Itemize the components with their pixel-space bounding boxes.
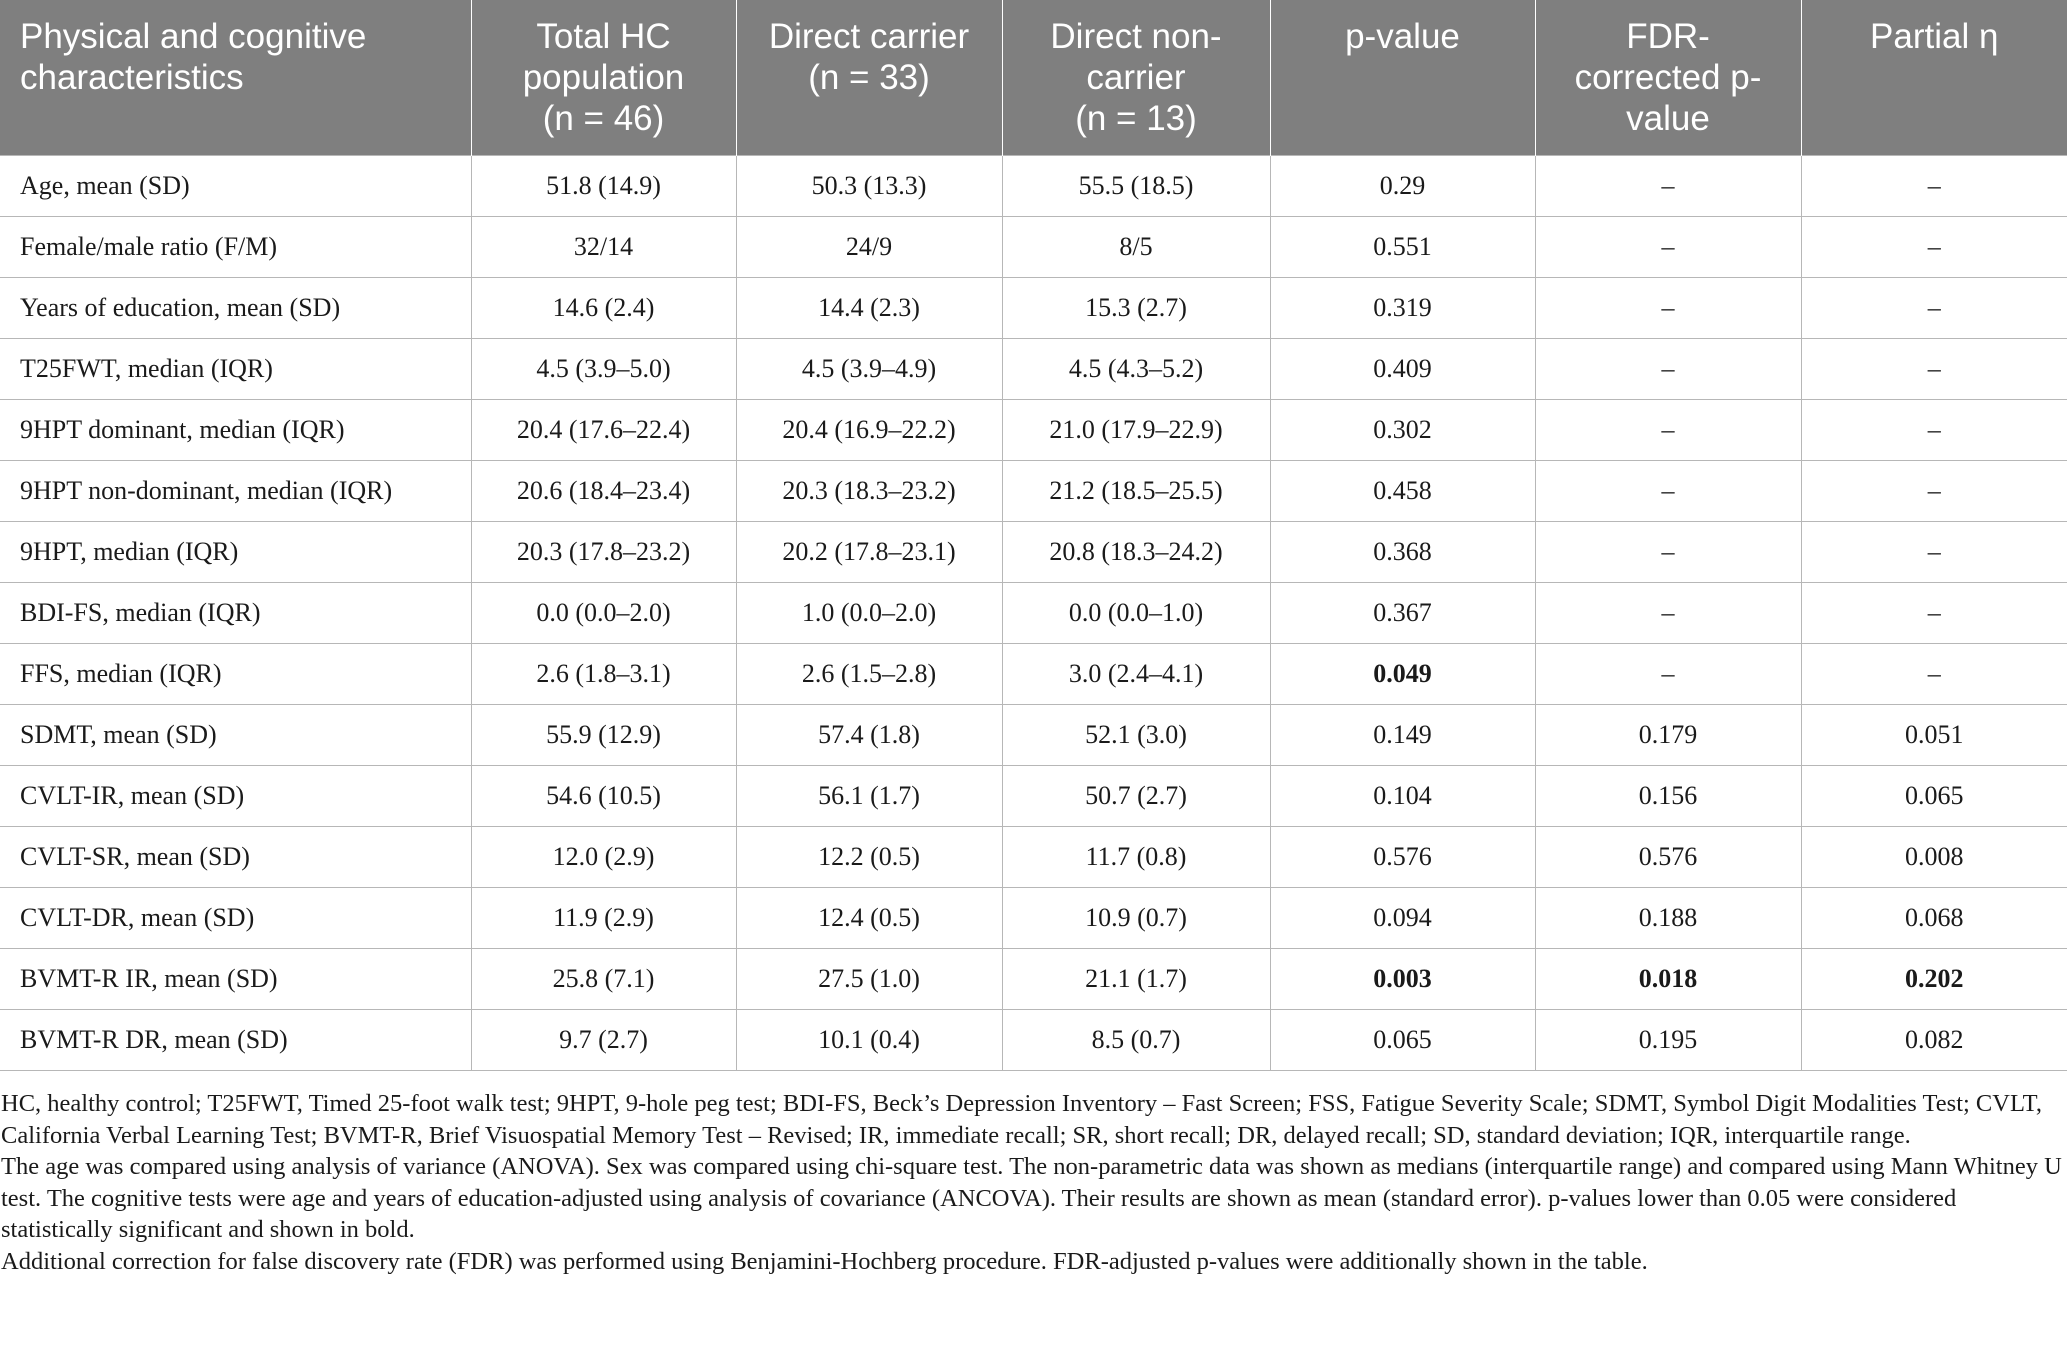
header-row: [0, 0, 2067, 155]
cell-carrier: 12.2 (0.5): [736, 826, 1002, 887]
cell-total: 32/14: [471, 216, 736, 277]
cell-total: 14.6 (2.4): [471, 277, 736, 338]
row-label: SDMT, mean (SD): [0, 704, 471, 765]
header-fdr: FDR-corrected p-value: [1535, 0, 1801, 155]
cell-total: 4.5 (3.9–5.0): [471, 338, 736, 399]
row-label: Female/male ratio (F/M): [0, 216, 471, 277]
header-partial-eta: Partial η: [1801, 0, 2067, 155]
header-noncarrier-n: (n = 13): [1075, 99, 1197, 138]
cell-eta: 0.065: [1801, 765, 2067, 826]
cell-carrier: 27.5 (1.0): [736, 948, 1002, 1009]
cell-eta: 0.051: [1801, 704, 2067, 765]
cell-noncarrier: 55.5 (18.5): [1002, 155, 1270, 216]
row-label: 9HPT non-dominant, median (IQR): [0, 460, 471, 521]
header-noncarrier: [1002, 0, 1270, 155]
cell-carrier: 50.3 (13.3): [736, 155, 1002, 216]
table-row: [0, 643, 2067, 704]
cell-eta: –: [1801, 460, 2067, 521]
header-pvalue: p-value: [1270, 0, 1535, 155]
cell-total: 9.7 (2.7): [471, 1009, 736, 1070]
table-row: [0, 826, 2067, 887]
cell-noncarrier: 21.0 (17.9–22.9): [1002, 399, 1270, 460]
cell-carrier: 2.6 (1.5–2.8): [736, 643, 1002, 704]
table-row: [0, 704, 2067, 765]
header-characteristics: Physical and cognitive characteristics: [0, 0, 471, 155]
row-label: BDI-FS, median (IQR): [0, 582, 471, 643]
cell-eta: –: [1801, 521, 2067, 582]
table-row: [0, 1009, 2067, 1070]
cell-pvalue: 0.409: [1270, 338, 1535, 399]
cell-total: 55.9 (12.9): [471, 704, 736, 765]
cell-noncarrier: 4.5 (4.3–5.2): [1002, 338, 1270, 399]
cell-carrier: 10.1 (0.4): [736, 1009, 1002, 1070]
cell-eta: 0.068: [1801, 887, 2067, 948]
header-total-hc-n: (n = 46): [542, 99, 665, 138]
cell-pvalue: 0.049: [1270, 643, 1535, 704]
header-total-hc: [471, 0, 736, 155]
cell-carrier: 20.3 (18.3–23.2): [736, 460, 1002, 521]
cell-pvalue: 0.149: [1270, 704, 1535, 765]
cell-pvalue: 0.104: [1270, 765, 1535, 826]
header-total-hc-label: Total HC population: [522, 17, 685, 97]
cell-pvalue: 0.094: [1270, 887, 1535, 948]
table-row: [0, 277, 2067, 338]
table-row: [0, 948, 2067, 1009]
cell-eta: –: [1801, 216, 2067, 277]
cell-carrier: 56.1 (1.7): [736, 765, 1002, 826]
cell-pvalue: 0.367: [1270, 582, 1535, 643]
cell-fdr: 0.576: [1535, 826, 1801, 887]
row-label: BVMT-R DR, mean (SD): [0, 1009, 471, 1070]
cell-noncarrier: 21.1 (1.7): [1002, 948, 1270, 1009]
cell-total: 51.8 (14.9): [471, 155, 736, 216]
row-label: Age, mean (SD): [0, 155, 471, 216]
table-footnotes: [0, 1088, 2067, 1277]
cell-noncarrier: 0.0 (0.0–1.0): [1002, 582, 1270, 643]
row-label: CVLT-IR, mean (SD): [0, 765, 471, 826]
cell-eta: –: [1801, 643, 2067, 704]
row-label: CVLT-SR, mean (SD): [0, 826, 471, 887]
table-row: [0, 399, 2067, 460]
cell-eta: –: [1801, 582, 2067, 643]
table-row: [0, 582, 2067, 643]
cell-fdr: –: [1535, 582, 1801, 643]
cell-carrier: 12.4 (0.5): [736, 887, 1002, 948]
cell-noncarrier: 50.7 (2.7): [1002, 765, 1270, 826]
header-noncarrier-label: Direct non-carrier: [1050, 17, 1222, 97]
row-label: BVMT-R IR, mean (SD): [0, 948, 471, 1009]
header-carrier-label: Direct carrier: [768, 17, 970, 56]
footnote-abbreviations: HC, healthy control; T25FWT, Timed 25-foot walk test; 9HPT, 9-hole peg test; BDI-FS, Beck’s Depression Inventory – Fast Screen; FSS, Fatigue Severity Scale; SDMT, Symbol Digit Modalities Test; CVLT, California Verbal Learning Test; BVMT-R, Brief Visuospatial Memory Test – Revised; IR, immediate recall; SR, short recall; DR, delayed recall; SD, standard deviation; IQR, interquartile range.: [1, 1090, 2042, 1149]
cell-fdr: –: [1535, 399, 1801, 460]
table-row: [0, 765, 2067, 826]
cell-pvalue: 0.576: [1270, 826, 1535, 887]
cell-fdr: 0.188: [1535, 887, 1801, 948]
cell-total: 11.9 (2.9): [471, 887, 736, 948]
row-label: 9HPT, median (IQR): [0, 521, 471, 582]
cell-pvalue: 0.065: [1270, 1009, 1535, 1070]
header-carrier: [736, 0, 1002, 155]
row-label: Years of education, mean (SD): [0, 277, 471, 338]
table-row: [0, 521, 2067, 582]
cell-total: 20.3 (17.8–23.2): [471, 521, 736, 582]
cell-noncarrier: 8.5 (0.7): [1002, 1009, 1270, 1070]
cell-carrier: 20.2 (17.8–23.1): [736, 521, 1002, 582]
cell-pvalue: 0.319: [1270, 277, 1535, 338]
cell-fdr: –: [1535, 277, 1801, 338]
cell-pvalue: 0.302: [1270, 399, 1535, 460]
cell-fdr: –: [1535, 216, 1801, 277]
cell-noncarrier: 8/5: [1002, 216, 1270, 277]
cell-pvalue: 0.458: [1270, 460, 1535, 521]
cell-pvalue: 0.29: [1270, 155, 1535, 216]
cell-total: 54.6 (10.5): [471, 765, 736, 826]
cell-noncarrier: 10.9 (0.7): [1002, 887, 1270, 948]
cell-pvalue: 0.003: [1270, 948, 1535, 1009]
cell-carrier: 24/9: [736, 216, 1002, 277]
cell-fdr: 0.195: [1535, 1009, 1801, 1070]
cell-noncarrier: 11.7 (0.8): [1002, 826, 1270, 887]
cell-fdr: –: [1535, 643, 1801, 704]
row-label: 9HPT dominant, median (IQR): [0, 399, 471, 460]
cell-carrier: 20.4 (16.9–22.2): [736, 399, 1002, 460]
cell-noncarrier: 20.8 (18.3–24.2): [1002, 521, 1270, 582]
cell-carrier: 14.4 (2.3): [736, 277, 1002, 338]
table-row: [0, 155, 2067, 216]
table-row: [0, 887, 2067, 948]
footnote-methods: The age was compared using analysis of variance (ANOVA). Sex was compared using chi-square test. The non-parametric data was shown as medians (interquartile range) and compared using Mann Whitney U test. The cognitive tests were age and years of education-adjusted using analysis of covariance (ANCOVA). Their results are shown as mean (standard error). p-values lower than 0.05 were considered statistically significant and shown in bold.: [1, 1153, 2062, 1243]
table-row: [0, 460, 2067, 521]
cell-eta: –: [1801, 277, 2067, 338]
cell-noncarrier: 21.2 (18.5–25.5): [1002, 460, 1270, 521]
cell-total: 0.0 (0.0–2.0): [471, 582, 736, 643]
cell-eta: 0.008: [1801, 826, 2067, 887]
cell-eta: –: [1801, 155, 2067, 216]
cell-eta: 0.082: [1801, 1009, 2067, 1070]
cell-eta: –: [1801, 338, 2067, 399]
row-label: T25FWT, median (IQR): [0, 338, 471, 399]
table-row: [0, 338, 2067, 399]
row-label: CVLT-DR, mean (SD): [0, 887, 471, 948]
cell-total: 2.6 (1.8–3.1): [471, 643, 736, 704]
cell-pvalue: 0.368: [1270, 521, 1535, 582]
cell-fdr: –: [1535, 155, 1801, 216]
cell-eta: –: [1801, 399, 2067, 460]
cell-noncarrier: 52.1 (3.0): [1002, 704, 1270, 765]
cell-carrier: 1.0 (0.0–2.0): [736, 582, 1002, 643]
cell-fdr: 0.018: [1535, 948, 1801, 1009]
footnote-fdr: Additional correction for false discovery rate (FDR) was performed using Benjamini-Hochberg procedure. FDR-adjusted p-values were additionally shown in the table.: [1, 1247, 1648, 1275]
cell-fdr: 0.179: [1535, 704, 1801, 765]
cell-total: 20.4 (17.6–22.4): [471, 399, 736, 460]
cell-eta: 0.202: [1801, 948, 2067, 1009]
cell-total: 25.8 (7.1): [471, 948, 736, 1009]
cell-noncarrier: 15.3 (2.7): [1002, 277, 1270, 338]
cell-total: 12.0 (2.9): [471, 826, 736, 887]
cell-fdr: –: [1535, 521, 1801, 582]
cell-fdr: –: [1535, 460, 1801, 521]
cell-carrier: 4.5 (3.9–4.9): [736, 338, 1002, 399]
cell-fdr: –: [1535, 338, 1801, 399]
table-row: [0, 216, 2067, 277]
cell-total: 20.6 (18.4–23.4): [471, 460, 736, 521]
cell-noncarrier: 3.0 (2.4–4.1): [1002, 643, 1270, 704]
cell-carrier: 57.4 (1.8): [736, 704, 1002, 765]
header-carrier-n: (n = 33): [808, 58, 930, 97]
row-label: FFS, median (IQR): [0, 643, 471, 704]
cell-pvalue: 0.551: [1270, 216, 1535, 277]
cell-fdr: 0.156: [1535, 765, 1801, 826]
